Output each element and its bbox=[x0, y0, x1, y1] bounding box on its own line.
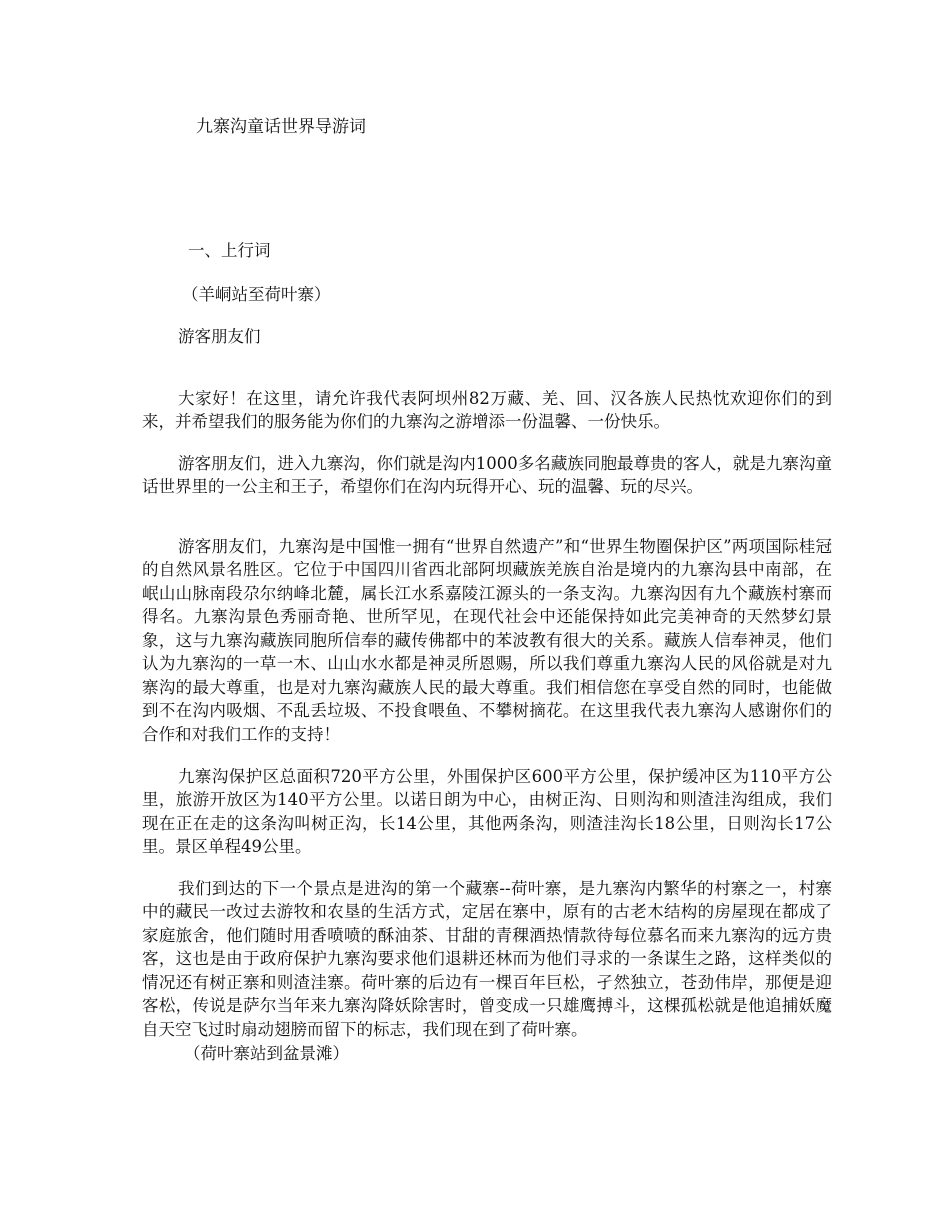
greeting-line: 游客朋友们 bbox=[178, 327, 261, 346]
paragraph-4: 九寨沟保护区总面积720平方公里，外围保护区600平方公里，保护缓冲区为110平方公里，旅游开放区为140平方公里。以诺日朗为中心，由树正沟、日则沟和则渣洼沟组成，我们现在正在走的这条沟叫树正沟，长14公里，其他两条沟，则渣洼沟长18公里，日则沟长17公里。景区单程49公里。 bbox=[142, 766, 832, 856]
document-title: 九寨沟童话世界导游词 bbox=[196, 117, 366, 137]
route-heading-1: （羊峒站至荷叶寨） bbox=[182, 285, 331, 304]
paragraph-5: 我们到达的下一个景点是进沟的第一个藏寨--荷叶寨，是九寨沟内繁华的村寨之一，村寨中的藏民一改过去游牧和农垦的生活方式，定居在寨中，原有的古老木结构的房屋现在都成了家庭旅舍，他们随时用香喷喷的酥油茶、甘甜的青稞酒热情款待每位慕名而来九寨沟的远方贵客，这也是由于政府保护九寨沟要求他们退耕还林而为他们寻求的一条谋生之路，这样类似的情况还有树正寨和则渣洼寨。荷叶寨的后边有一棵百年巨松，孑然独立，苍劲伟岸，那便是迎客松，传说是萨尔当年来九寨沟降妖除害时，曾变成一只雄鹰搏斗，这棵孤松就是他追捕妖魔自天空飞过时扇动翅膀而留下的标志，我们现在到了荷叶寨。 bbox=[142, 878, 832, 1039]
paragraph-2: 游客朋友们，进入九寨沟，你们就是沟内1000多名藏族同胞最尊贵的客人，就是九寨沟童话世界里的一公主和王子，希望你们在沟内玩得开心、玩的温馨、玩的尽兴。 bbox=[142, 453, 832, 496]
route-heading-2: （荷叶寨站到盆景滩） bbox=[184, 1044, 349, 1063]
paragraph-3: 游客朋友们，九寨沟是中国惟一拥有“世界自然遗产”和“世界生物圈保护区”两项国际桂冠的自然风景名胜区。它位于中国四川省西北部阿坝藏族羌族自治是境内的九寨沟县中南部，在岷山山脉南段尕尔纳峰北麓，属长江水系嘉陵江源头的一条支沟。九寨沟因有九个藏族村寨而得名。九寨沟景色秀丽奇艳、世所罕见，在现代社会中还能保持如此完美神奇的天然梦幻景象，这与九寨沟藏族同胞所信奉的藏传佛都中的苯波教有很大的关系。藏族人信奉神灵，他们认为九寨沟的一草一木、山山水水都是神灵所恩赐，所以我们尊重九寨沟人民的风俗就是对九寨沟的最大尊重，也是对九寨沟藏族人民的最大尊重。我们相信您在享受自然的同时，也能做到不在沟内吸烟、不乱丢垃圾、不投食喂鱼、不攀树摘花。在这里我代表九寨沟人感谢你们的合作和对我们工作的支持！ bbox=[142, 536, 832, 744]
paragraph-1: 大家好！在这里，请允许我代表阿坝州82万藏、羌、回、汉各族人民热忱欢迎你们的到来，并希望我们的服务能为你们的九寨沟之游增添一份温馨、一份快乐。 bbox=[142, 388, 832, 431]
section-heading: 一、上行词 bbox=[188, 241, 271, 260]
